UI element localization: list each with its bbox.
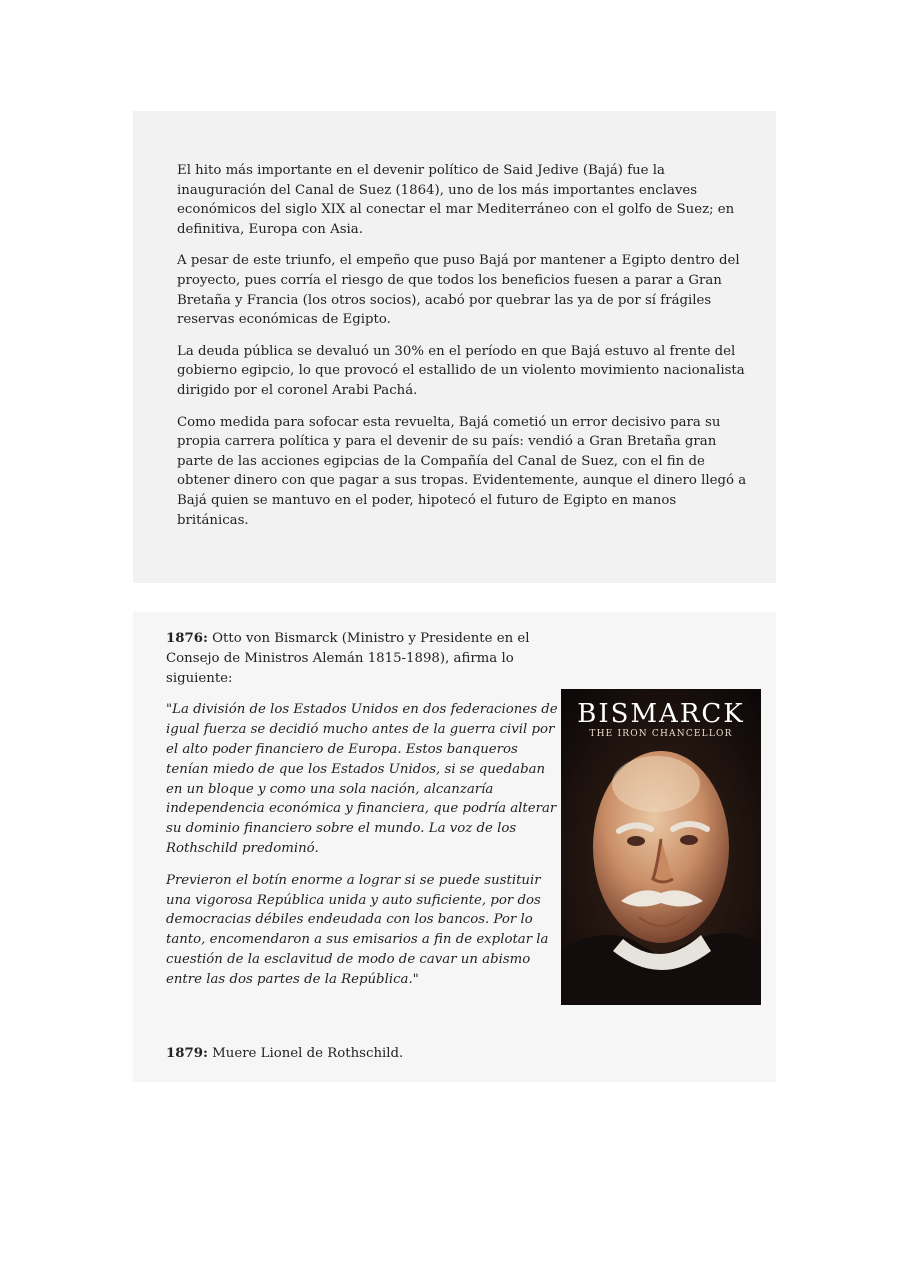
paragraph-triumph: A pesar de este triunfo, el empeño que puso Bajá por mantener a Egipto dentro del proyecto, pues corría el riesgo de que todos los beneficios fuesen a parar a Gran Bretaña y Francia (los otros socios), acabó por quebrar las ya de por sí frágiles reservas económicas de Egipto. <box>177 253 740 328</box>
bismarck-book-cover <box>561 689 761 1005</box>
top-text-block <box>133 111 776 583</box>
entry-1876 <box>166 629 561 688</box>
book-subtitle: THE IRON CHANCELLOR <box>589 729 733 739</box>
entry-1879-text: Muere Lionel de Rothschild. <box>207 1046 404 1061</box>
quote-paragraph-2: Previeron el botín enorme a lograr si se puede sustituir una vigorosa República unida y auto suficiente, por dos democracias débiles endeudada con los bancos. Por lo tanto, encomendaron a sus emisarios a fin de explotar la cuestión de la esclavitud de modo de cavar un abismo entre las dos partes de la República." <box>166 872 549 987</box>
paragraph-suez-canal: El hito más importante en el devenir político de Said Jedive (Bajá) fue la inauguración del Canal de Suez (1864), uno de los más importantes enclaves económicos del siglo XIX al conectar el mar Mediterráneo con el golfo de Suez; en definitiva, Europa con Asia. <box>177 163 735 237</box>
top-text-content <box>177 161 747 542</box>
bottom-text-block <box>133 612 776 1082</box>
quote-paragraph-1: "La división de los Estados Unidos en dos federaciones de igual fuerza se decidió mucho antes de la guerra civil por el alto poder financiero de Europa. Estos banqueros tenían miedo de que los Estados Unidos, si se quedaban en un bloque y como una sola nación, alcanzaría independencia económica y financiera, que podría alterar su dominio financiero sobre el mundo. La voz de los Rothschild predominó. <box>166 702 558 856</box>
entry-1879 <box>166 1044 566 1064</box>
entry-1876-year: 1876: <box>166 631 208 646</box>
paragraph-revolt: Como medida para sofocar esta revuelta, Bajá cometió un error decisivo para su propia carrera política y para el devenir de su país: vendió a Gran Bretaña gran parte de las acciones egipcias de la Compañía del Canal de Suez, con el fin de obtener dinero con que pagar a sus tropas. Evidentemente, aunque el dinero llegó a Bajá quien se mantuvo en el poder, hipotecó el futuro de Egipto en manos británicas. <box>177 414 747 528</box>
book-title: BISMARCK <box>577 699 745 729</box>
bismarck-text-column <box>166 629 561 1002</box>
entry-1876-text: Otto von Bismarck (Ministro y Presidente en el Consejo de Ministros Alemán 1815-1898), afirma lo siguiente: <box>166 631 530 686</box>
entry-1879-year: 1879: <box>166 1046 208 1061</box>
paragraph-public-debt: La deuda pública se devaluó un 30% en el período en que Bajá estuvo al frente del gobierno egipcio, lo que provocó el estallido de un violento movimiento nacionalista dirigido por el coronel Arabi Pachá. <box>177 343 745 398</box>
